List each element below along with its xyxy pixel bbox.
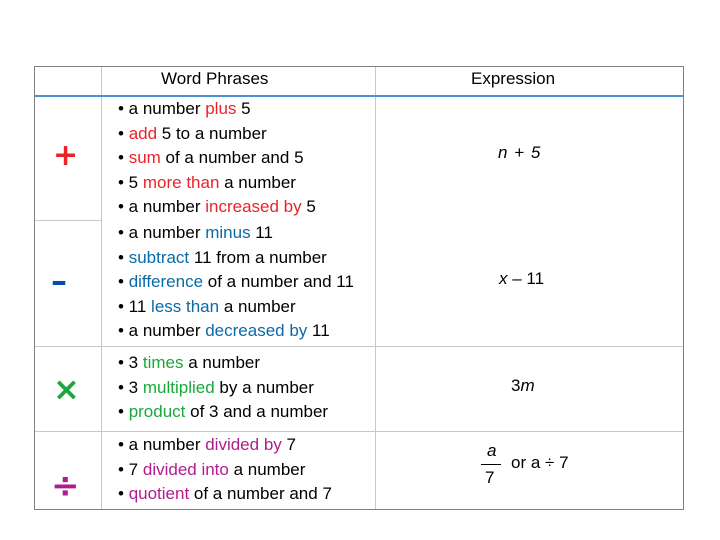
list-item: • add 5 to a number <box>118 123 267 143</box>
list-item: • subtract 11 from a number <box>118 247 327 267</box>
fraction-numerator: a <box>487 441 497 460</box>
row-divider <box>35 431 683 432</box>
multiplication-phrases <box>118 351 328 425</box>
column-divider <box>101 67 102 509</box>
list-item: • a number plus 5 <box>118 99 251 118</box>
list-item: • 5 more than a number <box>118 172 296 192</box>
division-phrases <box>118 433 332 507</box>
list-item: • 11 less than a number <box>118 296 296 316</box>
plus-icon: + <box>53 138 79 173</box>
times-icon: × <box>53 370 80 408</box>
header-expression: Expression <box>471 69 556 88</box>
list-item: • 7 divided into a number <box>118 459 306 479</box>
header-word-phrases: Word Phrases <box>161 69 269 88</box>
list-item: • a number decreased by 11 <box>118 321 330 341</box>
row-divider <box>35 220 101 221</box>
column-divider <box>375 67 376 509</box>
fraction-bar <box>481 464 501 465</box>
subtraction-expression: x – 11 <box>499 269 545 288</box>
list-item: • 3 multiplied by a number <box>118 377 314 397</box>
list-item: • difference of a number and 11 <box>118 272 354 292</box>
minus-icon: – <box>51 262 67 300</box>
list-item: • quotient of a number and 7 <box>118 484 332 504</box>
list-item: • a number increased by 5 <box>118 197 316 217</box>
list-item: • sum of a number and 5 <box>118 148 304 168</box>
row-divider <box>35 346 683 347</box>
subtraction-phrases <box>118 221 354 344</box>
fraction-denominator: 7 <box>485 468 495 487</box>
addition-expression: n + 5 <box>498 143 542 162</box>
list-item: • a number minus 11 <box>118 223 273 242</box>
divide-icon: ÷ <box>51 466 80 506</box>
addition-phrases <box>118 97 316 220</box>
list-item: • 3 times a number <box>118 353 261 372</box>
list-item: • product of 3 and a number <box>118 402 329 422</box>
list-item: • a number divided by 7 <box>118 435 296 454</box>
division-expression-alt: or a ÷ 7 <box>511 453 569 472</box>
expressions-table <box>34 66 684 510</box>
multiplication-expression: 3m <box>511 376 535 395</box>
